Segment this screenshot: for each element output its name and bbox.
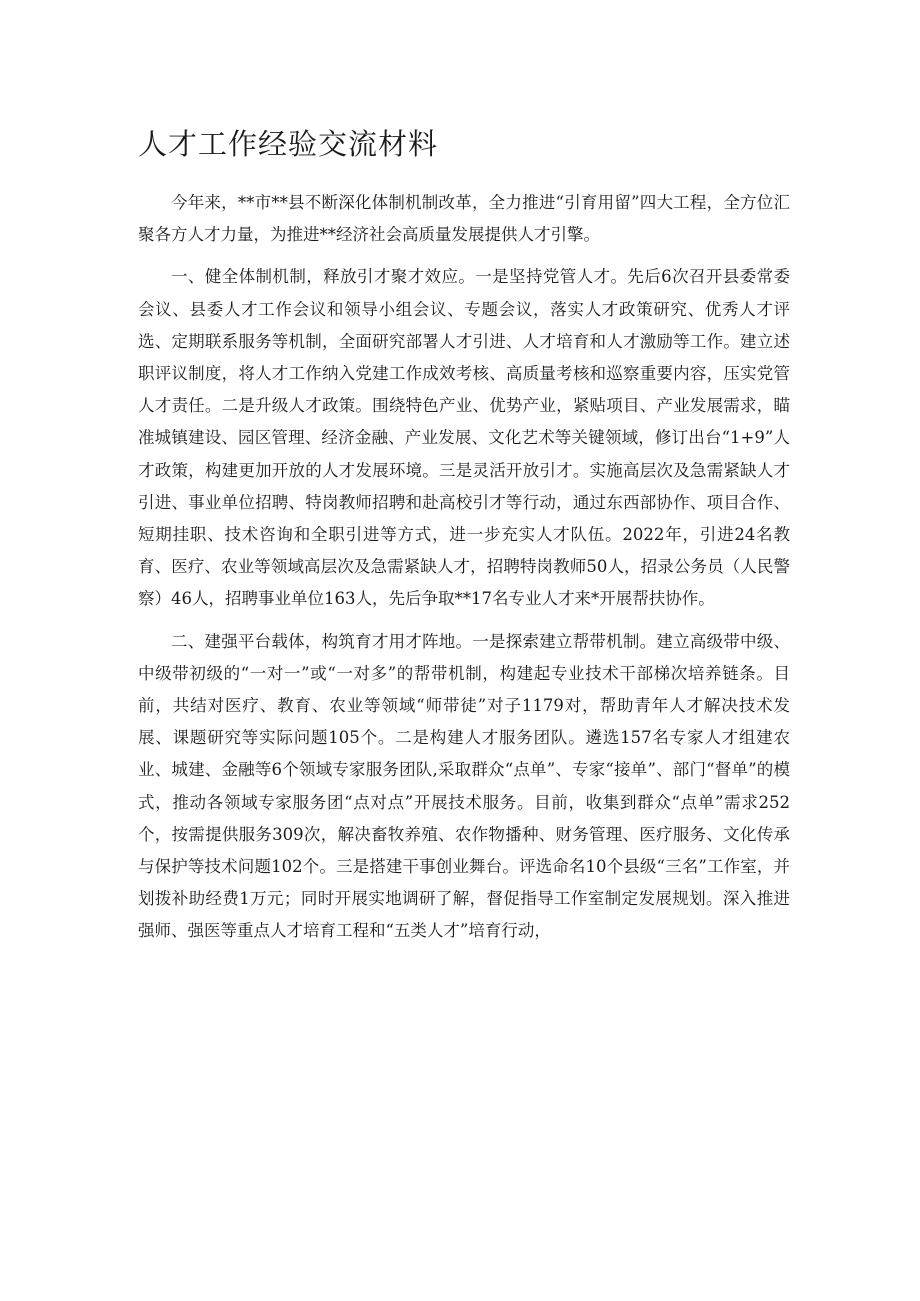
document-title: 人才工作经验交流材料 <box>138 127 439 161</box>
section-two-paragraph: 二、建强平台载体，构筑育才用才阵地。一是探索建立帮带机制。建立高级带中级、中级带初级的“一对一”或“一对多”的帮带机制，构建起专业技术干部梯次培养链条。目前，共结对医疗、教育、农业等领域“师带徒”对子1179对，帮助青年人才解决技术发展、课题研究等实际问题105个。二是构建人才服务团队。遴选157名专家人才组建农业、城建、金融等6个领域专家服务团队,采取群众“点单”、专家“接单”、部门“督单”的模式，推动各领域专家服务团“点对点”开展技术服务。目前，收集到群众“点单”需求252个，按需提供服务309次，解决畜牧养殖、农作物播种、财务管理、医疗服务、文化传承与保护等技术问题102个。三是搭建干事创业舞台。评选命名10个县级“三名”工作室，并划拨补助经费1万元；同时开展实地调研了解，督促指导工作室制定发展规划。深入推进强师、强医等重点人才培育工程和“五类人才”培育行动， <box>138 631 790 941</box>
intro-paragraph: 今年来，**市**县不断深化体制机制改革，全力推进“引育用留”四大工程，全方位汇聚各方人才力量，为推进**经济社会高质量发展提供人才引擎。 <box>138 193 790 245</box>
document-body <box>138 187 790 958</box>
section-one-paragraph: 一、健全体制机制，释放引才聚才效应。一是坚持党管人才。先后6次召开县委常委会议、县委人才工作会议和领导小组会议、专题会议，落实人才政策研究、优秀人才评选、定期联系服务等机制，全面研究部署人才引进、人才培育和人才激励等工作。建立述职评议制度，将人才工作纳入党建工作成效考核、高质量考核和巡察重要内容，压实党管人才责任。二是升级人才政策。围绕特色产业、优势产业，紧贴项目、产业发展需求，瞄准城镇建设、园区管理、经济金融、产业发展、文化艺术等关键领域，修订出台“1+9”人才政策，构建更加开放的人才发展环境。三是灵活开放引才。实施高层次及急需紧缺人才引进、事业单位招聘、特岗教师招聘和赴高校引才等行动，通过东西部协作、项目合作、短期挂职、技术咨询和全职引进等方式，进一步充实人才队伍。2022年，引进24名教育、医疗、农业等领域高层次及急需紧缺人才，招聘特岗教师50人，招录公务员（人民警察）46人，招聘事业单位163人，先后争取**17名专业人才来*开展帮扶协作。 <box>138 267 790 609</box>
